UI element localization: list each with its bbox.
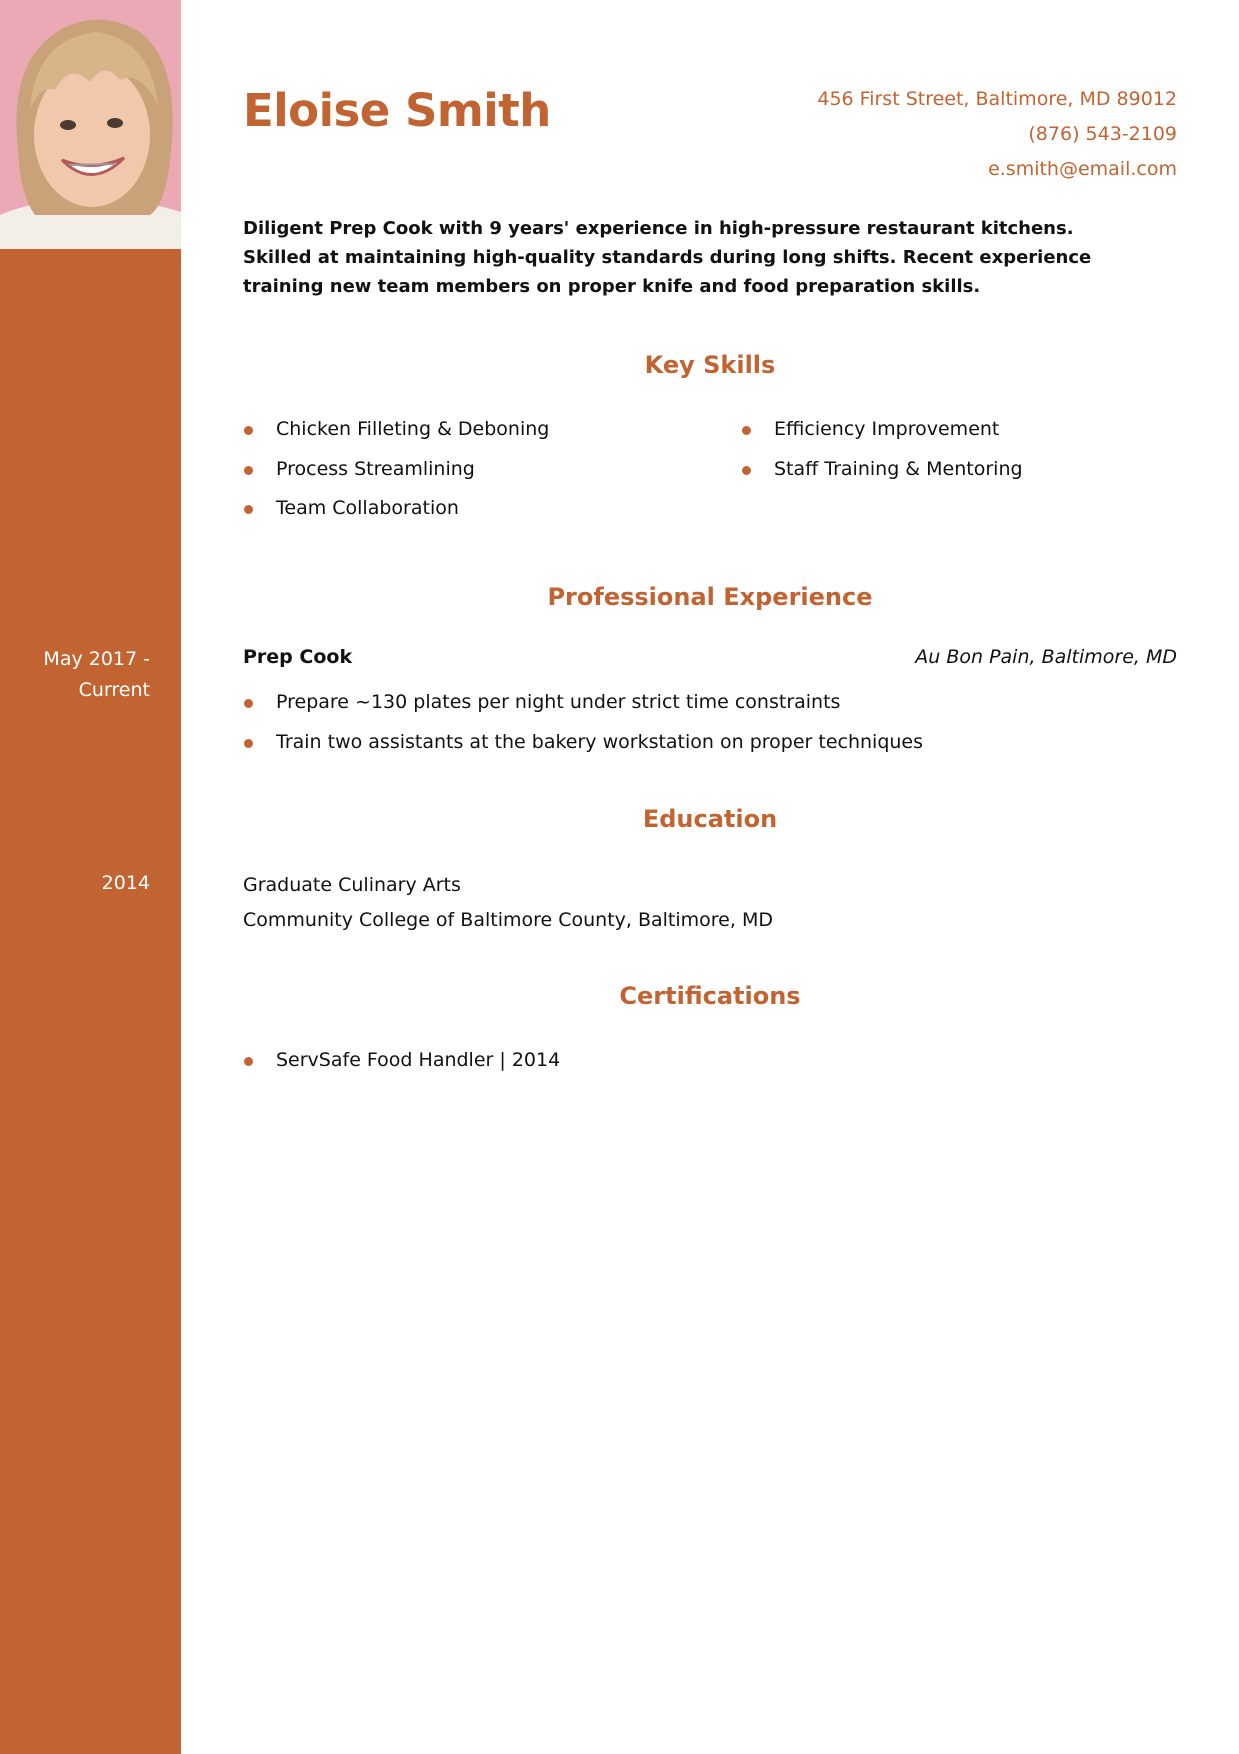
- skill-label: Process Streamlining: [276, 457, 475, 480]
- experience-dates-end: Current: [78, 679, 150, 701]
- skill-label: Team Collaboration: [276, 497, 459, 519]
- skills-list-right: [741, 410, 1023, 489]
- list-item: [243, 723, 923, 763]
- skills-list-left: [243, 410, 549, 529]
- list-item: [741, 450, 1023, 490]
- bullet-icon: [244, 426, 253, 435]
- education-degree: Graduate Culinary Arts: [243, 874, 461, 896]
- skill-label: Efficiency Improvement: [774, 418, 1000, 440]
- profile-photo-illustration: [0, 0, 181, 249]
- address: 456 First Street, Baltimore, MD 89012: [817, 88, 1177, 110]
- candidate-name: Eloise Smith: [243, 84, 551, 137]
- bullet-icon: [244, 739, 253, 748]
- bullet-icon: [244, 505, 253, 514]
- sidebar: [0, 0, 181, 1754]
- experience-heading: Professional Experience: [547, 583, 873, 611]
- job-title: Prep Cook: [243, 646, 353, 668]
- job-company: Au Bon Pain, Baltimore, MD: [915, 646, 1177, 668]
- list-item: [243, 410, 549, 450]
- phone: (876) 543-2109: [1028, 123, 1177, 145]
- certification-label: ServSafe Food Handler | 2014: [276, 1049, 561, 1071]
- certifications-list: [243, 1041, 560, 1081]
- experience-dates: [10, 644, 150, 706]
- list-item: [741, 410, 1023, 450]
- list-item: [243, 1041, 560, 1081]
- experience-bullets: [243, 683, 923, 762]
- profile-photo: [0, 0, 181, 249]
- key-skills-heading: Key Skills: [644, 351, 776, 379]
- list-item: [243, 450, 549, 490]
- list-item: [243, 683, 923, 723]
- education-details: [243, 868, 773, 938]
- bullet-icon: [244, 699, 253, 708]
- list-item: [243, 489, 549, 529]
- experience-dates-start: May 2017 -: [43, 648, 150, 670]
- professional-summary: Diligent Prep Cook with 9 years' experience in high-pressure restaurant kitchens. Skilled at maintaining high-quality standards during long shifts. Recent experience training new team members on proper knife and food preparation skills.: [243, 218, 1092, 297]
- contact-info: [817, 82, 1177, 187]
- bullet-icon: [244, 1057, 253, 1066]
- bullet-icon: [742, 426, 751, 435]
- experience-bullet-text: Prepare ~130 plates per night under strict time constraints: [276, 691, 841, 713]
- education-year: 2014: [101, 872, 150, 894]
- education-school: Community College of Baltimore County, Baltimore, MD: [243, 909, 773, 931]
- education-heading: Education: [642, 805, 778, 833]
- email-link[interactable]: e.smith@email.com: [988, 158, 1177, 180]
- skill-label: Staff Training & Mentoring: [774, 457, 1023, 480]
- bullet-icon: [742, 466, 751, 475]
- experience-bullet-text: Train two assistants at the bakery workstation on proper techniques: [276, 730, 924, 753]
- skill-label: Chicken Filleting & Deboning: [276, 418, 550, 440]
- bullet-icon: [244, 466, 253, 475]
- certifications-heading: Certifications: [619, 982, 801, 1010]
